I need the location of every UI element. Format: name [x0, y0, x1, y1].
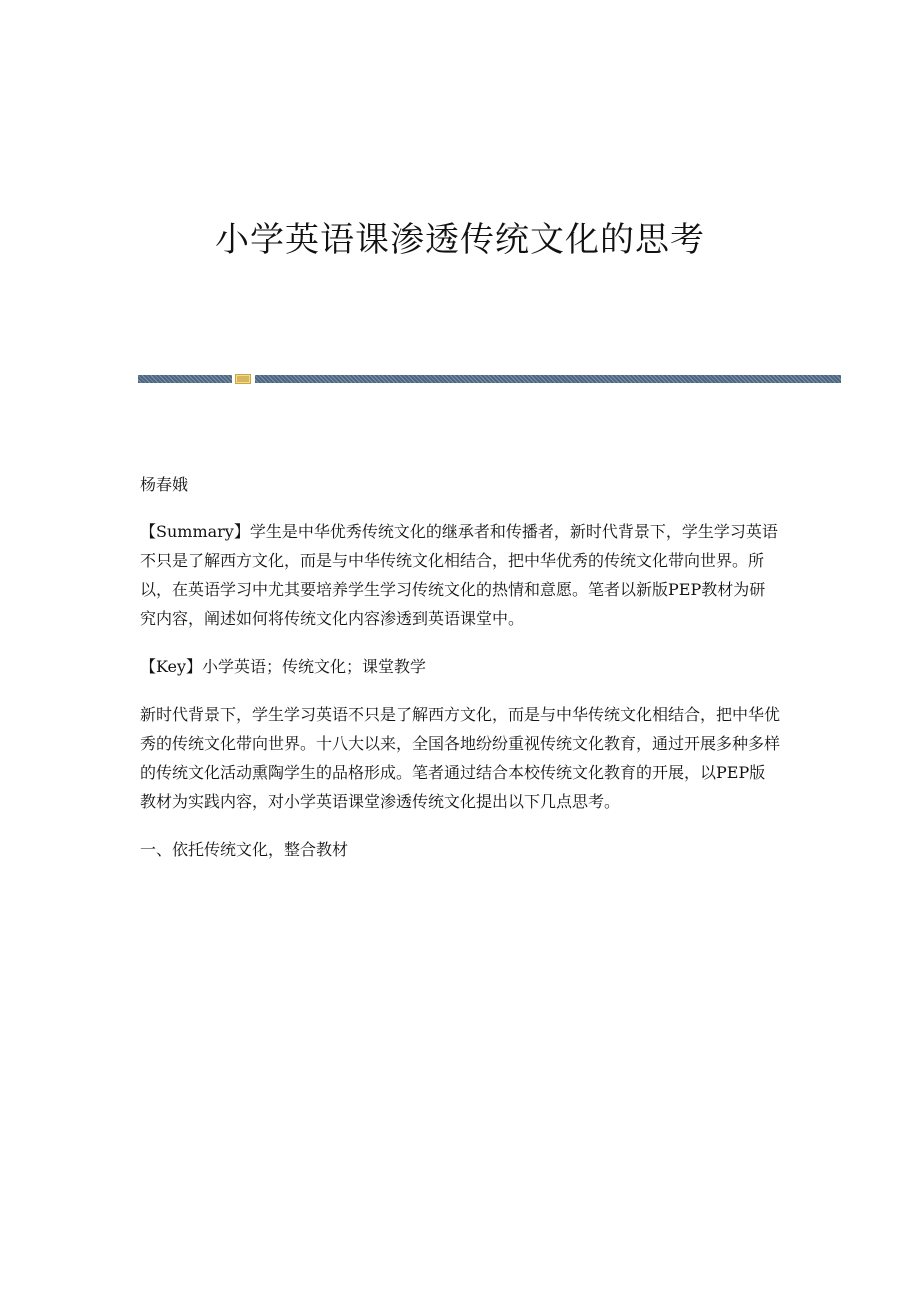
keywords-text: 小学英语；传统文化；课堂教学	[202, 657, 427, 676]
divider-bar-left	[138, 375, 232, 383]
document-title: 小学英语课渗透传统文化的思考	[215, 220, 705, 260]
author-name: 杨春娥	[140, 475, 189, 494]
summary-label: 【Summary】	[140, 522, 250, 541]
divider-emblem-icon	[235, 374, 251, 384]
divider-bar-right	[255, 375, 841, 383]
summary-paragraph	[140, 517, 780, 633]
keywords-paragraph	[140, 652, 780, 681]
title-divider	[138, 374, 841, 384]
section-heading: 一、依托传统文化，整合教材	[140, 840, 349, 859]
body-paragraph: 新时代背景下，学生学习英语不只是了解西方文化，而是与中华传统文化相结合，把中华优秀的传统文化带向世界。十八大以来，全国各地纷纷重视传统文化教育，通过开展多种多样的传统文化活动熏陶学生的品格形成。笔者通过结合本校传统文化教育的开展，以PEP版教材为实践内容，对小学英语课堂渗透传统文化提出以下几点思考。	[140, 705, 781, 811]
document-body	[140, 470, 780, 883]
keywords-label: 【Key】	[140, 657, 203, 676]
summary-text: 学生是中华优秀传统文化的继承者和传播者，新时代背景下，学生学习英语不只是了解西方文化，而是与中华传统文化相结合，把中华优秀的传统文化带向世界。所以，在英语学习中尤其要培养学生学习传统文化的热情和意愿。笔者以新版PEP教材为研究内容，阐述如何将传统文化内容渗透到英语课堂中。	[140, 522, 778, 628]
